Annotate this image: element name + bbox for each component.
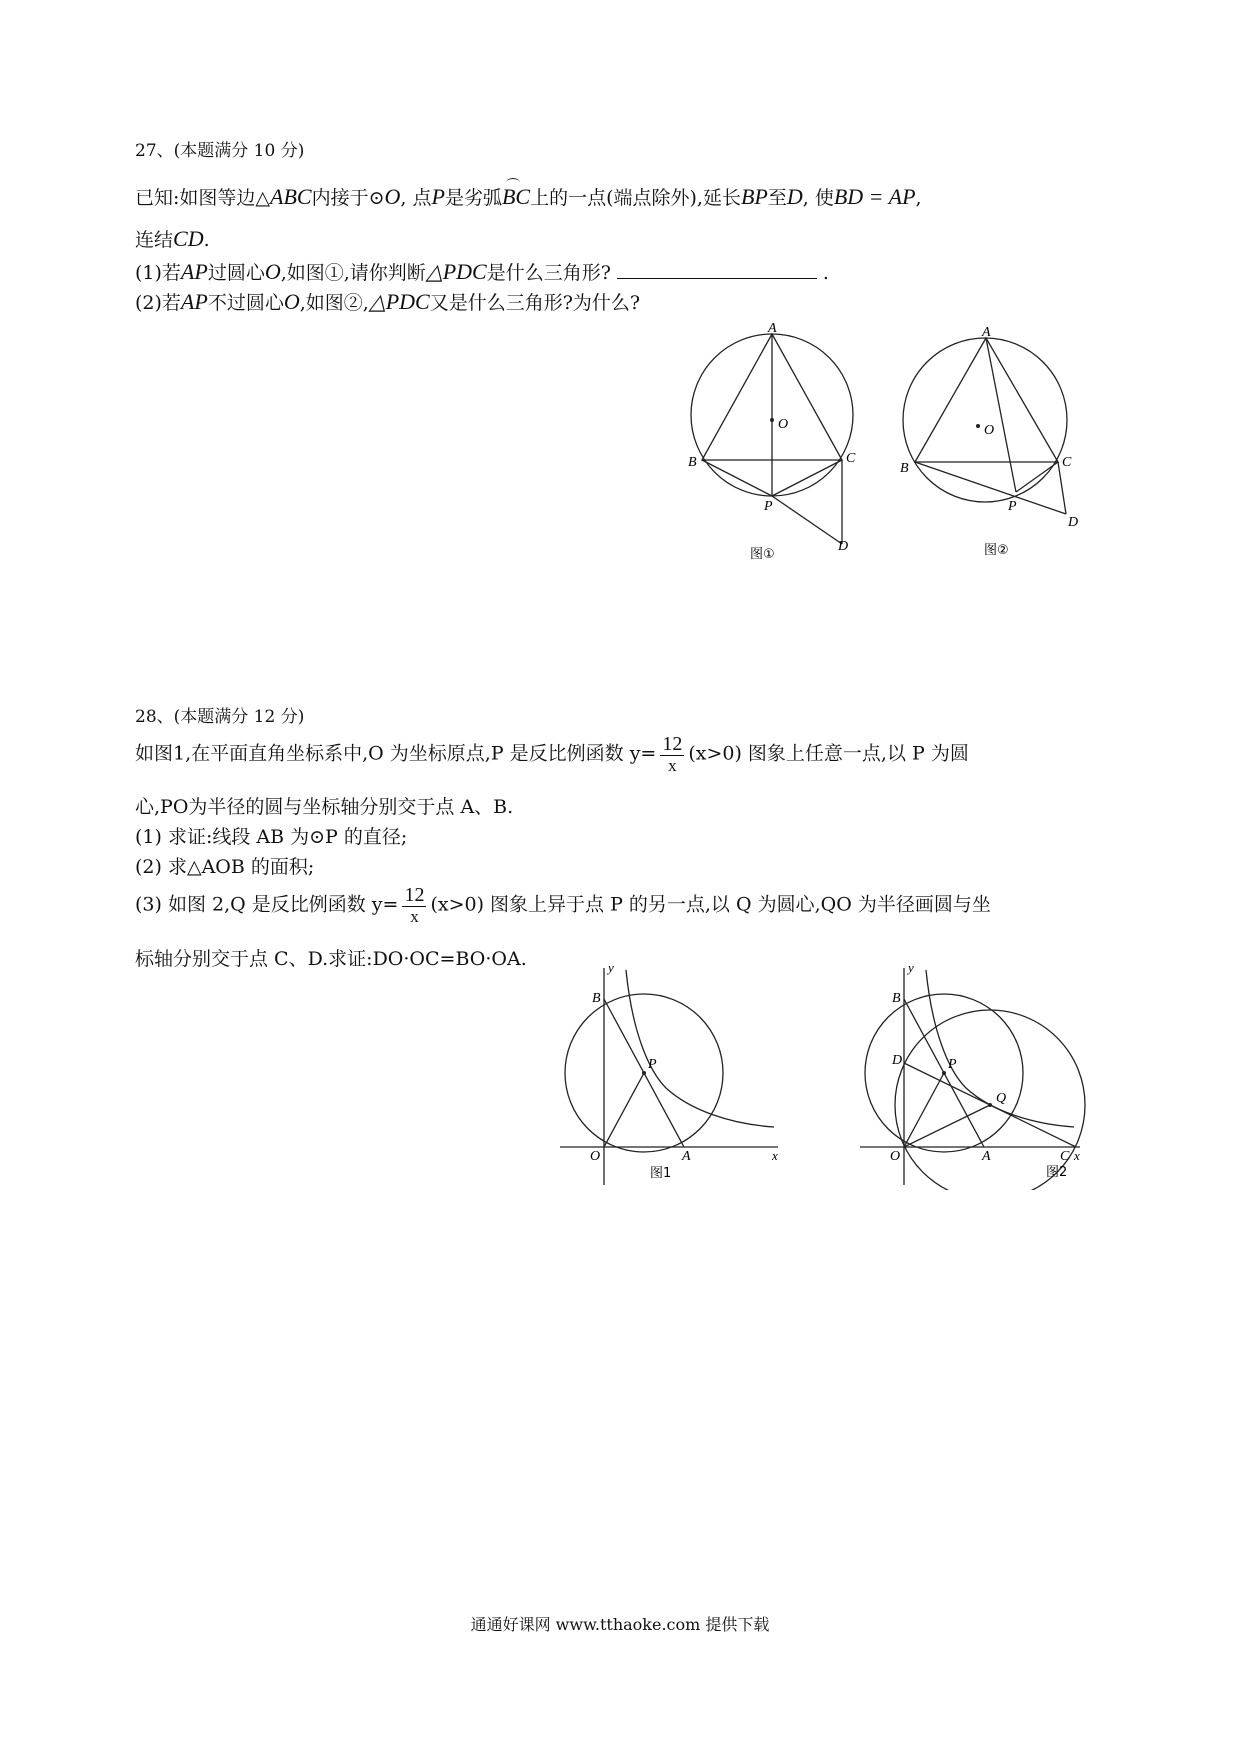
segment-bp <box>702 460 772 496</box>
label-p: P <box>648 1057 657 1072</box>
label-a: A <box>682 1149 691 1164</box>
label-a: A <box>982 1149 991 1164</box>
q27-statement-line2: 连结CD. <box>135 226 210 251</box>
label-b: B <box>900 461 909 476</box>
figure-caption: 图2 <box>1046 1165 1068 1180</box>
figure-caption: 图② <box>984 543 1009 558</box>
q27-sub2: (2)若AP不过圆心O,如图②,△PDC又是什么三角形?为什么? <box>135 289 641 314</box>
label-d: D <box>1068 515 1079 530</box>
q28-statement-last: 标轴分别交于点 C、D.求证:DO·OC=BO·OA. <box>135 948 527 970</box>
point-p <box>642 1071 646 1075</box>
segment-cp <box>772 460 842 496</box>
q27-sub1: (1)若AP过圆心O,如图①,请你判断△PDC是什么三角形? . <box>135 259 829 284</box>
label-b: B <box>892 991 901 1006</box>
q28-figure-2 <box>860 960 1090 1190</box>
label-c: C <box>846 451 856 466</box>
q27-figure-1 <box>670 320 870 570</box>
label-a: A <box>768 321 777 336</box>
label-p: P <box>764 499 773 514</box>
segment-ap <box>986 338 1016 492</box>
label-a: A <box>982 325 991 340</box>
fraction-12-over-x: $\frac{12}{x}$ <box>404 884 425 926</box>
label-c: C <box>1062 455 1072 470</box>
segment-op <box>904 1073 944 1147</box>
circumcircle <box>903 338 1067 502</box>
q27-header: 27、(本题满分 10 分) <box>135 141 305 161</box>
q27-statement-line1: 已知:如图等边△ABC内接于⊙O, 点P是劣弧BC上的一点(端点除外),延长BP至D, 使BD = AP, <box>135 184 922 209</box>
label-o: O <box>590 1149 601 1164</box>
segment-pd <box>772 496 842 544</box>
segment-oq <box>904 1105 990 1147</box>
point-p <box>942 1071 946 1075</box>
segment-cp <box>1016 462 1058 492</box>
q28-sub1: (1) 求证:线段 AB 为⊙P 的直径; <box>135 826 408 848</box>
label-y: y <box>908 960 914 975</box>
label-o: O <box>778 417 789 432</box>
q28-figure-1 <box>560 960 790 1185</box>
label-p: P <box>948 1057 957 1072</box>
q28-sub3: (3) 如图 2,Q 是反比例函数 y= $\frac{12}{x}$ (x>0) 图象上异于点 P 的另一点,以 Q 为圆心,QO 为半径画圆与坐 <box>135 884 991 926</box>
label-p: P <box>1008 499 1017 514</box>
label-x: x <box>1074 1148 1080 1163</box>
segment-bd <box>915 462 1066 514</box>
center-point <box>976 424 980 428</box>
q28-statement-line1: 如图1,在平面直角坐标系中,O 为坐标原点,P 是反比例函数 y= $\frac{12}{x}$ (x>0) 图象上任意一点,以 P 为圆 <box>135 733 969 775</box>
label-y: y <box>608 960 614 975</box>
q28-sub2: (2) 求△AOB 的面积; <box>135 856 315 878</box>
figure-caption: 图1 <box>650 1166 672 1181</box>
q27-figure-2 <box>880 320 1090 570</box>
q28-statement-line2: 心,PO为半径的圆与坐标轴分别交于点 A、B. <box>135 796 514 818</box>
fraction-12-over-x: $\frac{12}{x}$ <box>662 733 683 775</box>
label-x: x <box>772 1148 778 1163</box>
figure-caption: 图① <box>750 547 775 562</box>
label-d: D <box>838 539 849 554</box>
point-q <box>988 1103 992 1107</box>
segment-op <box>604 1073 644 1147</box>
label-d: D <box>892 1053 903 1068</box>
label-b: B <box>592 991 601 1006</box>
label-q: Q <box>996 1091 1007 1106</box>
answer-blank[interactable] <box>617 260 817 279</box>
q28-header: 28、(本题满分 12 分) <box>135 707 305 727</box>
footer-source: 通通好课网 www.tthaoke.com 提供下载 <box>470 1615 770 1634</box>
label-c: C <box>1060 1149 1070 1164</box>
label-b: B <box>688 455 697 470</box>
label-o: O <box>890 1149 901 1164</box>
label-o: O <box>984 423 995 438</box>
center-point <box>770 418 774 422</box>
